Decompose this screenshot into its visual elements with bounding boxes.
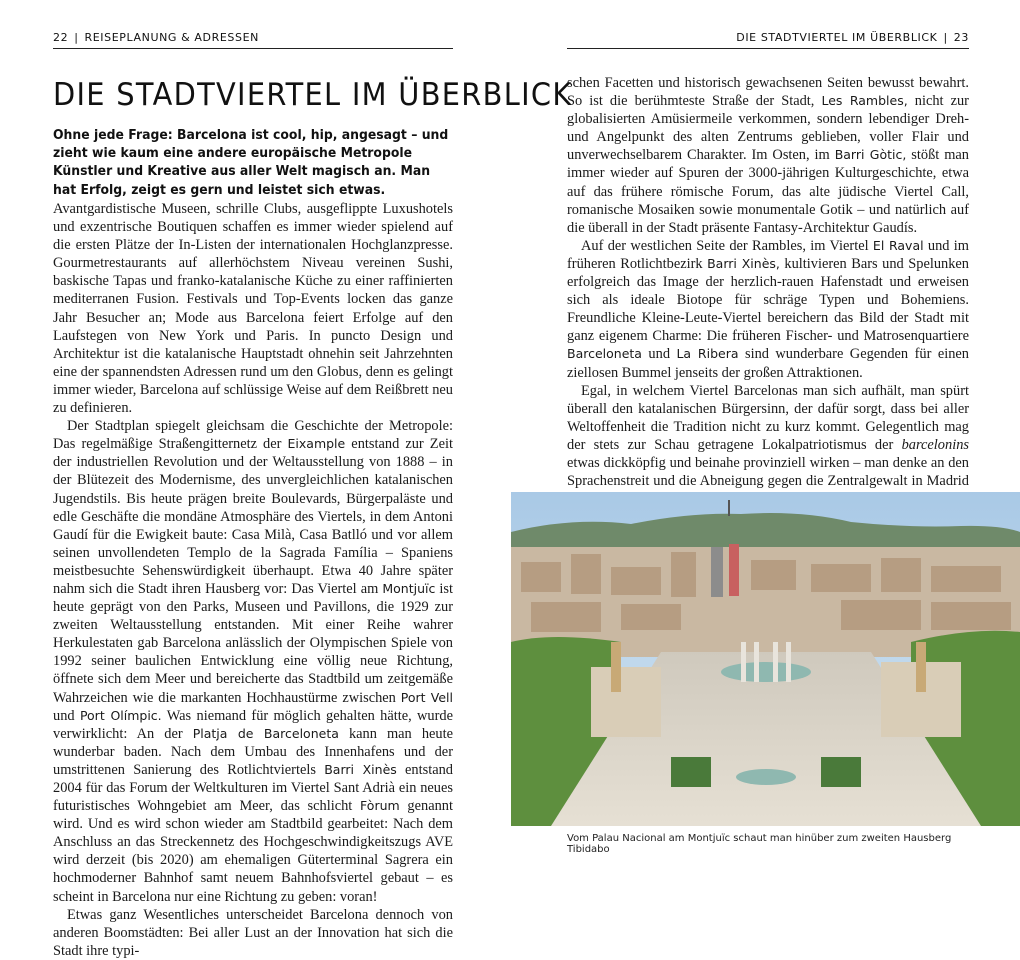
body-paragraph: Auf der westlichen Seite der Rambles, im Viertel El Raval und im früheren Rotlichtbezirk Barri Xinès, kultivieren Bars und Spelunken erfolgreich das Image der herzlich-rauen Hafenstadt und erweisen sich als ideale Biotope für schräge Typen und Bohemiens. Freundliche Kleine-Leute-Viertel bereichern das Bild der Stadt mit ganz eigenem Charme: Die früheren Fischer- und Matrosenquartiere Barceloneta und La Ribera sind wunderbare Gegenden für einen ziellosen Bummel jenseits der großen Attraktionen. [567,237,969,381]
place-name: Fòrum [360,798,400,814]
place-name: Les Rambles, [821,93,908,109]
place-name: Barri Gòtic, [834,147,907,163]
running-header-right [567,28,969,49]
body-paragraph: Etwas ganz Wesentliches unterscheidet Barcelona dennoch von anderen Boomstädten: Bei aller Lust an der Innovation hat sich die Stadt ihre typi- [53,906,453,959]
venetian-tower-left [611,642,621,692]
body-paragraph: schen Facetten und historisch gewachsenen Seiten bewusst bewahrt. So ist die berühmteste Straße der Stadt, Les Rambles, nicht zur globalisierten Amüsiermeile verkommen, sondern lebendiger Dreh- und Angelpunkt des alten Zentrums geblieben, voller Flair und unverwechselbarem Charakter. Im Osten, im Barri Gòtic, stößt man immer wieder auf Spuren der 3000-jährigen Kulturgeschichte, etwa auf das frühere römische Forum, das alte jüdische Viertel Call, romanische Mosaiken sowie monumentale Gotik – und natürlich auf die überall in der Stadt präsente Fantasy-Architektur Gaudís. [567,75,969,236]
place-name: Montjuïc [382,580,436,596]
hedge-right [821,757,861,787]
header-section-right: DIE STADTVIERTEL IM ÜBERBLICK [736,31,938,44]
venetian-tower-right [916,642,926,692]
running-header-left [53,28,453,49]
pavilion-left [591,667,661,737]
lead-paragraph: Ohne jede Frage: Barcelona ist cool, hip, angesagt – und zieht wie kaum eine andere europäische Metropole Künstler und Kreative aus aller Welt magisch an. Man hat Erfolg, zeigt es gern und leistet sich etwas. [53,128,449,198]
place-name: Eixample [287,436,346,452]
italic-term: barcelonins [901,436,969,453]
page-number-right: 23 [953,31,969,44]
lower-fountain [736,769,796,785]
place-name: Barri Xinès [324,761,397,777]
place-name: Platja de Barceloneta [192,725,339,741]
place-name: La Ribera [676,346,739,362]
header-separator: | [74,31,79,44]
header-separator: | [943,31,948,44]
body-column-right [567,74,969,526]
page-title: DIE STADTVIERTEL IM ÜBERBLICK [53,77,573,113]
body-paragraph: Avantgardistische Museen, schrille Clubs, ausgeflippte Luxushotels und exzentrische Boutiquen schaffen es immer wieder spielend auf die ersten Plätze der In-Listen der internationalen Hochglanzpresse. Gourmetrestaurants auf allerhöchstem Niveau vereinen Sushi, baskische Tapas und franko-katalanische Küche zu einer raffinierten mediterranen Fusion. Festivals und Top-Events locken das ganze Jahr Besucher an; Mode aus Barcelona feiert Erfolge auf den Laufstegen von New York und Paris. In puncto Design und Architektur ist die katalanische Hauptstadt ohnehin seit Jahrzehnten eine der spannendsten Adressen rund um den Globus, denn es gelingt immer wieder, Barcelona auf schlüssige Weise auf dem Reißbrett neu zu definieren. [53,201,453,417]
header-section-left: REISEPLANUNG & ADRESSEN [84,31,259,44]
body-column-left [53,200,453,960]
body-paragraph: Der Stadtplan spiegelt gleichsam die Geschichte der Metropole: Das regelmäßige Straßengitternetz der Eixample entstand zur Zeit der industriellen Revolution und der Weltausstellung von 1888 – in der Blütezeit des Modernisme, des unvergleichlichen katalanischen Jugendstils. Bis heute prägen breite Boulevards, Bürgerpaläste und edle Geschäfte die mondäne Atmosphäre des Viertels, in dem Antoni Gaudí für die Ewigkeit baute: Casa Milà, Casa Batlló und vor allem seinen unvollendeten Templo de la Sagrada Família – Spaniens meistbesuchte Sehenswürdigkeit überhaupt. Etwa 40 Jahre später nahm sich die Stadt ihren Hausberg vor: Das Viertel am Montjuïc ist heute geprägt von den Parks, Museen und Pavillons, die 1929 zur zweiten Weltausstellung entstanden. Mit einer Reihe wahrer Herkulestaten gab Barcelona anlässlich der Olympischen Spiele von 1992 seiner baulichen Entwicklung eine völlig neue Richtung, öffnete sich dem Meer und bereicherte das Stadtbild um zeitgemäße Wahrzeichen wie die markanten Hochhaustürme zwischen Port Vell und Port Olímpic. Was niemand für möglich gehalten hätte, wurde verwirklicht: An der Platja de Barceloneta kann man heute wunderbar baden. Nach dem Umbau des Innenhafens und der umstrittenen Sanierung des Rotlichtviertels Barri Xinès entstand 2004 für das Forum der Weltkulturen im Viertel Sant Adrià ein neues futuristisches Wohngebiet am Meer, das schlicht Fòrum genannt wird. Und es wird schon wieder am Stadtbild gearbeitet: Nach dem Anschluss an das Streckennetz des Hochgeschwindigkeitszugs AVE wird derzeit (bis 2020) am ehemaligen Güterterminal Sagrera ein hochmoderner Bahnhof samt neuem Bahnhofsviertel gebaut – es scheint in Barcelona nur eine Richtung zu geben: voran! [53,418,453,905]
place-name: El Raval [872,237,924,253]
page-number-left: 22 [53,31,69,44]
place-name: Port Olímpic. [79,707,162,723]
hedge-left [671,757,711,787]
city-photo [511,492,1020,826]
place-name: Barri Xinès, [707,255,780,271]
city-panorama-illustration [511,492,1020,826]
photo-caption: Vom Palau Nacional am Montjuïc schaut man hinüber zum zweiten Hausberg Tibidabo [567,833,952,855]
fountain [721,662,811,682]
body-paragraph: Egal, in welchem Viertel Barcelonas man sich aufhält, man spürt überall den katalanischen Bürgersinn, der dafür sorgt, dass bei aller Weltoffenheit die Tradition nicht zu kurz kommt. Gelegentlich mag der stets zur Schau getragene Lokalpatriotismus der barcelonins etwas dickköpfig und beinahe provinziell wirken – man denke an den Sprachenstreit und die Abneigung gegen die Zentralgewalt in Madrid [567,382,969,490]
place-name: Port Vell [400,689,453,705]
place-name: Barceloneta [567,346,642,362]
